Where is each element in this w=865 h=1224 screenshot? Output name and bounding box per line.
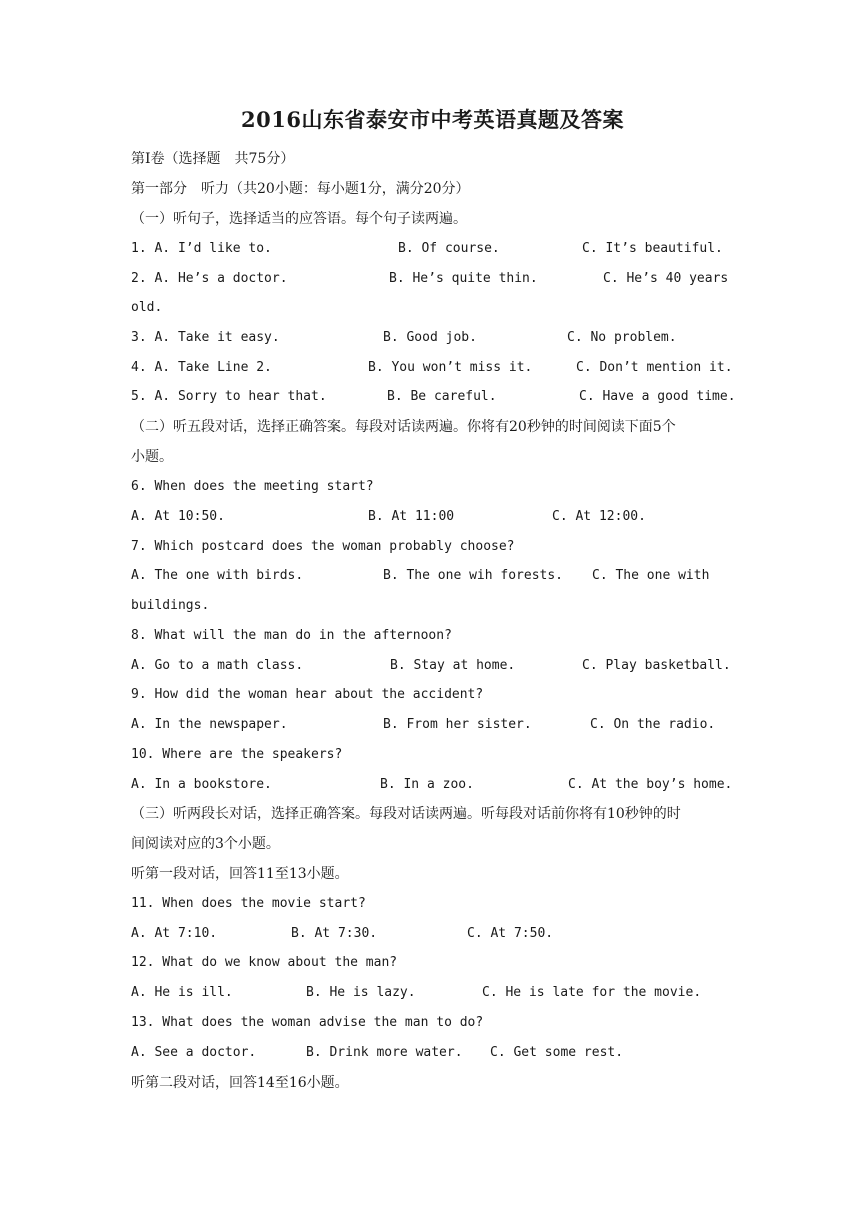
section2-instruction-cont: 小题。 (131, 449, 173, 465)
q11-option-b: B. At 7:30. (291, 926, 378, 941)
part-one-heading: 第Ⅰ卷（选择题 共75分） (131, 151, 295, 167)
question-12-options (131, 982, 736, 1004)
question-8-text: 8. What will the man do in the afternoon? (131, 628, 452, 643)
section2-instruction: （二）听五段对话，选择正确答案。每段对话读两遍。你将有20秒钟的时间阅读下面5个 (131, 419, 676, 435)
section3-instruction-cont: 间阅读对应的3个小题。 (131, 836, 280, 852)
question-13-options (131, 1042, 736, 1064)
q13-option-c: C. Get some rest. (490, 1045, 624, 1060)
question-7-text: 7. Which postcard does the woman probably choose? (131, 539, 515, 554)
q3-option-a: 3. A. Take it easy. (131, 330, 280, 345)
q7-option-b: B. The one wih forests. (383, 568, 564, 583)
section-one-heading: 第一部分 听力（共20小题：每小题1分，满分20分） (131, 181, 470, 197)
question-9-text: 9. How did the woman hear about the accident? (131, 687, 484, 702)
question-2 (131, 268, 736, 290)
question-10-options (131, 774, 736, 796)
q4-option-c: C. Don’t mention it. (576, 360, 733, 375)
question-13-text: 13. What does the woman advise the man to do? (131, 1015, 484, 1030)
q1-option-b: B. Of course. (398, 241, 500, 256)
q3-option-c: C. No problem. (567, 330, 677, 345)
q12-option-b: B. He is lazy. (306, 985, 416, 1000)
q2-option-c: C. He’s 40 years (603, 271, 729, 286)
question-1 (131, 238, 736, 260)
q8-option-b: B. Stay at home. (390, 658, 516, 673)
q2-option-a: 2. A. He’s a doctor. (131, 271, 288, 286)
q2-option-b: B. He’s quite thin. (389, 271, 538, 286)
dialog-two-heading: 听第二段对话，回答14至16小题。 (131, 1075, 349, 1091)
q1-option-c: C. It’s beautiful. (582, 241, 723, 256)
question-9-options (131, 714, 736, 736)
question-4 (131, 357, 736, 379)
q1-option-a: 1. A. I’d like to. (131, 241, 272, 256)
q12-option-c: C. He is late for the movie. (482, 985, 702, 1000)
q8-option-a: A. Go to a math class. (131, 658, 304, 673)
section1-instruction: （一）听句子，选择适当的应答语。每个句子读两遍。 (131, 211, 467, 227)
document-title: 2016山东省泰安市中考英语真题及答案 (241, 107, 624, 132)
q5-option-b: B. Be careful. (387, 389, 497, 404)
question-8-options (131, 655, 736, 677)
q9-option-c: C. On the radio. (590, 717, 716, 732)
q4-option-a: 4. A. Take Line 2. (131, 360, 272, 375)
section3-instruction: （三）听两段长对话，选择正确答案。每段对话读两遍。听每段对话前你将有10秒钟的时 (131, 806, 681, 822)
q4-option-b: B. You won’t miss it. (368, 360, 533, 375)
q9-option-a: A. In the newspaper. (131, 717, 288, 732)
q5-option-c: C. Have a good time. (579, 389, 736, 404)
q13-option-a: A. See a doctor. (131, 1045, 257, 1060)
q8-option-c: C. Play basketball. (582, 658, 731, 673)
question-12-text: 12. What do we know about the man? (131, 955, 398, 970)
question-5 (131, 386, 736, 408)
q5-option-a: 5. A. Sorry to hear that. (131, 389, 327, 404)
q10-option-c: C. At the boy’s home. (568, 777, 733, 792)
q2-continuation: old. (131, 300, 163, 315)
q11-option-a: A. At 7:10. (131, 926, 218, 941)
q9-option-b: B. From her sister. (383, 717, 532, 732)
q13-option-b: B. Drink more water. (306, 1045, 463, 1060)
q7-continuation: buildings. (131, 598, 210, 613)
question-10-text: 10. Where are the speakers? (131, 747, 343, 762)
q10-option-a: A. In a bookstore. (131, 777, 272, 792)
question-6-options (131, 506, 736, 528)
q6-option-a: A. At 10:50. (131, 509, 225, 524)
question-11-options (131, 923, 736, 945)
q3-option-b: B. Good job. (383, 330, 477, 345)
q6-option-c: C. At 12:00. (552, 509, 646, 524)
q12-option-a: A. He is ill. (131, 985, 233, 1000)
question-11-text: 11. When does the movie start? (131, 896, 366, 911)
q10-option-b: B. In a zoo. (380, 777, 474, 792)
question-6-text: 6. When does the meeting start? (131, 479, 374, 494)
q7-option-a: A. The one with birds. (131, 568, 304, 583)
q6-option-b: B. At 11:00 (368, 509, 455, 524)
question-3 (131, 327, 736, 349)
q7-option-c: C. The one with (592, 568, 710, 583)
dialog-one-heading: 听第一段对话，回答11至13小题。 (131, 866, 349, 882)
question-7-options (131, 565, 736, 587)
q11-option-c: C. At 7:50. (467, 926, 554, 941)
